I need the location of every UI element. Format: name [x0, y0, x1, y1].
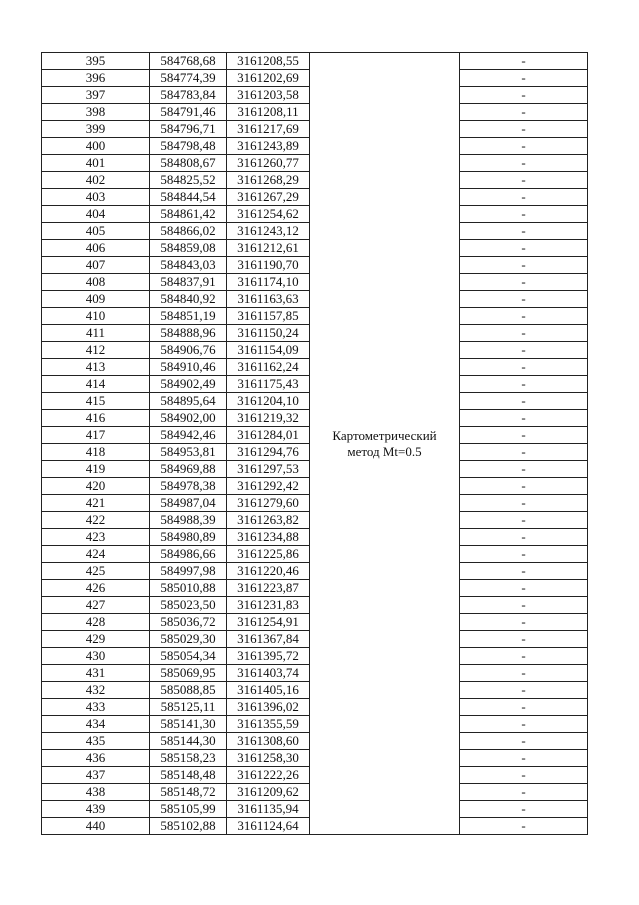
point-number-cell: 430 [42, 648, 150, 665]
y-coordinate-cell: 3161254,62 [227, 206, 310, 223]
x-coordinate-cell: 585088,85 [150, 682, 227, 699]
point-number-cell: 431 [42, 665, 150, 682]
error-value-cell: - [460, 155, 588, 172]
x-coordinate-cell: 584768,68 [150, 53, 227, 70]
y-coordinate-cell: 3161217,69 [227, 121, 310, 138]
x-coordinate-cell: 585036,72 [150, 614, 227, 631]
error-value-cell: - [460, 104, 588, 121]
point-number-cell: 395 [42, 53, 150, 70]
error-value-cell: - [460, 410, 588, 427]
point-number-cell: 419 [42, 461, 150, 478]
error-value-cell: - [460, 223, 588, 240]
point-number-cell: 410 [42, 308, 150, 325]
x-coordinate-cell: 584969,88 [150, 461, 227, 478]
error-value-cell: - [460, 614, 588, 631]
y-coordinate-cell: 3161267,29 [227, 189, 310, 206]
point-number-cell: 399 [42, 121, 150, 138]
error-value-cell: - [460, 206, 588, 223]
coordinates-table-body [42, 53, 588, 835]
point-number-cell: 400 [42, 138, 150, 155]
point-number-cell: 407 [42, 257, 150, 274]
error-value-cell: - [460, 138, 588, 155]
x-coordinate-cell: 584980,89 [150, 529, 227, 546]
x-coordinate-cell: 584978,38 [150, 478, 227, 495]
x-coordinate-cell: 584774,39 [150, 70, 227, 87]
y-coordinate-cell: 3161308,60 [227, 733, 310, 750]
y-coordinate-cell: 3161222,26 [227, 767, 310, 784]
y-coordinate-cell: 3161367,84 [227, 631, 310, 648]
error-value-cell: - [460, 495, 588, 512]
x-coordinate-cell: 584783,84 [150, 87, 227, 104]
y-coordinate-cell: 3161204,10 [227, 393, 310, 410]
error-value-cell: - [460, 53, 588, 70]
error-value-cell: - [460, 750, 588, 767]
x-coordinate-cell: 584910,46 [150, 359, 227, 376]
point-number-cell: 435 [42, 733, 150, 750]
point-number-cell: 403 [42, 189, 150, 206]
error-value-cell: - [460, 784, 588, 801]
x-coordinate-cell: 584895,64 [150, 393, 227, 410]
point-number-cell: 426 [42, 580, 150, 597]
error-value-cell: - [460, 580, 588, 597]
point-number-cell: 417 [42, 427, 150, 444]
x-coordinate-cell: 585148,72 [150, 784, 227, 801]
x-coordinate-cell: 584888,96 [150, 325, 227, 342]
x-coordinate-cell: 585010,88 [150, 580, 227, 597]
error-value-cell: - [460, 478, 588, 495]
x-coordinate-cell: 584902,00 [150, 410, 227, 427]
x-coordinate-cell: 585069,95 [150, 665, 227, 682]
y-coordinate-cell: 3161243,12 [227, 223, 310, 240]
point-number-cell: 404 [42, 206, 150, 223]
table-row [42, 53, 588, 70]
point-number-cell: 434 [42, 716, 150, 733]
error-value-cell: - [460, 767, 588, 784]
x-coordinate-cell: 585148,48 [150, 767, 227, 784]
point-number-cell: 432 [42, 682, 150, 699]
point-number-cell: 412 [42, 342, 150, 359]
error-value-cell: - [460, 444, 588, 461]
y-coordinate-cell: 3161225,86 [227, 546, 310, 563]
point-number-cell: 422 [42, 512, 150, 529]
point-number-cell: 437 [42, 767, 150, 784]
y-coordinate-cell: 3161231,83 [227, 597, 310, 614]
y-coordinate-cell: 3161243,89 [227, 138, 310, 155]
error-value-cell: - [460, 597, 588, 614]
y-coordinate-cell: 3161405,16 [227, 682, 310, 699]
point-number-cell: 402 [42, 172, 150, 189]
x-coordinate-cell: 584859,08 [150, 240, 227, 257]
y-coordinate-cell: 3161154,09 [227, 342, 310, 359]
error-value-cell: - [460, 121, 588, 138]
point-number-cell: 433 [42, 699, 150, 716]
error-value-cell: - [460, 291, 588, 308]
point-number-cell: 416 [42, 410, 150, 427]
point-number-cell: 423 [42, 529, 150, 546]
x-coordinate-cell: 585029,30 [150, 631, 227, 648]
point-number-cell: 401 [42, 155, 150, 172]
x-coordinate-cell: 585023,50 [150, 597, 227, 614]
error-value-cell: - [460, 342, 588, 359]
point-number-cell: 438 [42, 784, 150, 801]
x-coordinate-cell: 585141,30 [150, 716, 227, 733]
point-number-cell: 413 [42, 359, 150, 376]
point-number-cell: 425 [42, 563, 150, 580]
point-number-cell: 420 [42, 478, 150, 495]
error-value-cell: - [460, 87, 588, 104]
x-coordinate-cell: 585054,34 [150, 648, 227, 665]
point-number-cell: 409 [42, 291, 150, 308]
error-value-cell: - [460, 359, 588, 376]
error-value-cell: - [460, 682, 588, 699]
y-coordinate-cell: 3161150,24 [227, 325, 310, 342]
point-number-cell: 418 [42, 444, 150, 461]
x-coordinate-cell: 584837,91 [150, 274, 227, 291]
error-value-cell: - [460, 818, 588, 835]
y-coordinate-cell: 3161396,02 [227, 699, 310, 716]
y-coordinate-cell: 3161260,77 [227, 155, 310, 172]
error-value-cell: - [460, 631, 588, 648]
point-number-cell: 428 [42, 614, 150, 631]
error-value-cell: - [460, 563, 588, 580]
x-coordinate-cell: 585125,11 [150, 699, 227, 716]
y-coordinate-cell: 3161234,88 [227, 529, 310, 546]
error-value-cell: - [460, 393, 588, 410]
x-coordinate-cell: 584986,66 [150, 546, 227, 563]
y-coordinate-cell: 3161254,91 [227, 614, 310, 631]
error-value-cell: - [460, 716, 588, 733]
y-coordinate-cell: 3161162,24 [227, 359, 310, 376]
point-number-cell: 405 [42, 223, 150, 240]
error-value-cell: - [460, 546, 588, 563]
y-coordinate-cell: 3161219,32 [227, 410, 310, 427]
error-value-cell: - [460, 512, 588, 529]
x-coordinate-cell: 584843,03 [150, 257, 227, 274]
y-coordinate-cell: 3161279,60 [227, 495, 310, 512]
x-coordinate-cell: 585158,23 [150, 750, 227, 767]
coordinates-table [41, 52, 588, 835]
point-number-cell: 415 [42, 393, 150, 410]
y-coordinate-cell: 3161258,30 [227, 750, 310, 767]
y-coordinate-cell: 3161208,55 [227, 53, 310, 70]
x-coordinate-cell: 584953,81 [150, 444, 227, 461]
point-number-cell: 436 [42, 750, 150, 767]
y-coordinate-cell: 3161355,59 [227, 716, 310, 733]
point-number-cell: 421 [42, 495, 150, 512]
y-coordinate-cell: 3161209,62 [227, 784, 310, 801]
x-coordinate-cell: 584825,52 [150, 172, 227, 189]
method-cell [310, 53, 460, 835]
error-value-cell: - [460, 189, 588, 206]
point-number-cell: 396 [42, 70, 150, 87]
y-coordinate-cell: 3161163,63 [227, 291, 310, 308]
y-coordinate-cell: 3161212,61 [227, 240, 310, 257]
point-number-cell: 397 [42, 87, 150, 104]
point-number-cell: 427 [42, 597, 150, 614]
point-number-cell: 439 [42, 801, 150, 818]
error-value-cell: - [460, 172, 588, 189]
point-number-cell: 398 [42, 104, 150, 121]
x-coordinate-cell: 584861,42 [150, 206, 227, 223]
y-coordinate-cell: 3161395,72 [227, 648, 310, 665]
method-text-line: метод Mt=0.5 [347, 443, 422, 459]
y-coordinate-cell: 3161294,76 [227, 444, 310, 461]
error-value-cell: - [460, 240, 588, 257]
x-coordinate-cell: 584840,92 [150, 291, 227, 308]
x-coordinate-cell: 584791,46 [150, 104, 227, 121]
x-coordinate-cell: 584942,46 [150, 427, 227, 444]
error-value-cell: - [460, 325, 588, 342]
y-coordinate-cell: 3161174,10 [227, 274, 310, 291]
error-value-cell: - [460, 733, 588, 750]
x-coordinate-cell: 585105,99 [150, 801, 227, 818]
x-coordinate-cell: 584987,04 [150, 495, 227, 512]
x-coordinate-cell: 585102,88 [150, 818, 227, 835]
error-value-cell: - [460, 461, 588, 478]
x-coordinate-cell: 584851,19 [150, 308, 227, 325]
y-coordinate-cell: 3161202,69 [227, 70, 310, 87]
error-value-cell: - [460, 257, 588, 274]
y-coordinate-cell: 3161223,87 [227, 580, 310, 597]
y-coordinate-cell: 3161208,11 [227, 104, 310, 121]
x-coordinate-cell: 585144,30 [150, 733, 227, 750]
error-value-cell: - [460, 529, 588, 546]
x-coordinate-cell: 584866,02 [150, 223, 227, 240]
x-coordinate-cell: 584988,39 [150, 512, 227, 529]
point-number-cell: 440 [42, 818, 150, 835]
error-value-cell: - [460, 665, 588, 682]
y-coordinate-cell: 3161403,74 [227, 665, 310, 682]
y-coordinate-cell: 3161284,01 [227, 427, 310, 444]
x-coordinate-cell: 584796,71 [150, 121, 227, 138]
y-coordinate-cell: 3161157,85 [227, 308, 310, 325]
method-text-line: Картометрический [332, 427, 437, 443]
error-value-cell: - [460, 308, 588, 325]
x-coordinate-cell: 584798,48 [150, 138, 227, 155]
error-value-cell: - [460, 376, 588, 393]
x-coordinate-cell: 584997,98 [150, 563, 227, 580]
point-number-cell: 408 [42, 274, 150, 291]
point-number-cell: 406 [42, 240, 150, 257]
y-coordinate-cell: 3161190,70 [227, 257, 310, 274]
y-coordinate-cell: 3161124,64 [227, 818, 310, 835]
y-coordinate-cell: 3161175,43 [227, 376, 310, 393]
point-number-cell: 429 [42, 631, 150, 648]
error-value-cell: - [460, 427, 588, 444]
x-coordinate-cell: 584906,76 [150, 342, 227, 359]
x-coordinate-cell: 584844,54 [150, 189, 227, 206]
error-value-cell: - [460, 274, 588, 291]
point-number-cell: 411 [42, 325, 150, 342]
error-value-cell: - [460, 648, 588, 665]
error-value-cell: - [460, 699, 588, 716]
y-coordinate-cell: 3161220,46 [227, 563, 310, 580]
y-coordinate-cell: 3161268,29 [227, 172, 310, 189]
x-coordinate-cell: 584808,67 [150, 155, 227, 172]
error-value-cell: - [460, 801, 588, 818]
y-coordinate-cell: 3161297,53 [227, 461, 310, 478]
x-coordinate-cell: 584902,49 [150, 376, 227, 393]
y-coordinate-cell: 3161203,58 [227, 87, 310, 104]
y-coordinate-cell: 3161292,42 [227, 478, 310, 495]
y-coordinate-cell: 3161135,94 [227, 801, 310, 818]
error-value-cell: - [460, 70, 588, 87]
y-coordinate-cell: 3161263,82 [227, 512, 310, 529]
point-number-cell: 424 [42, 546, 150, 563]
point-number-cell: 414 [42, 376, 150, 393]
